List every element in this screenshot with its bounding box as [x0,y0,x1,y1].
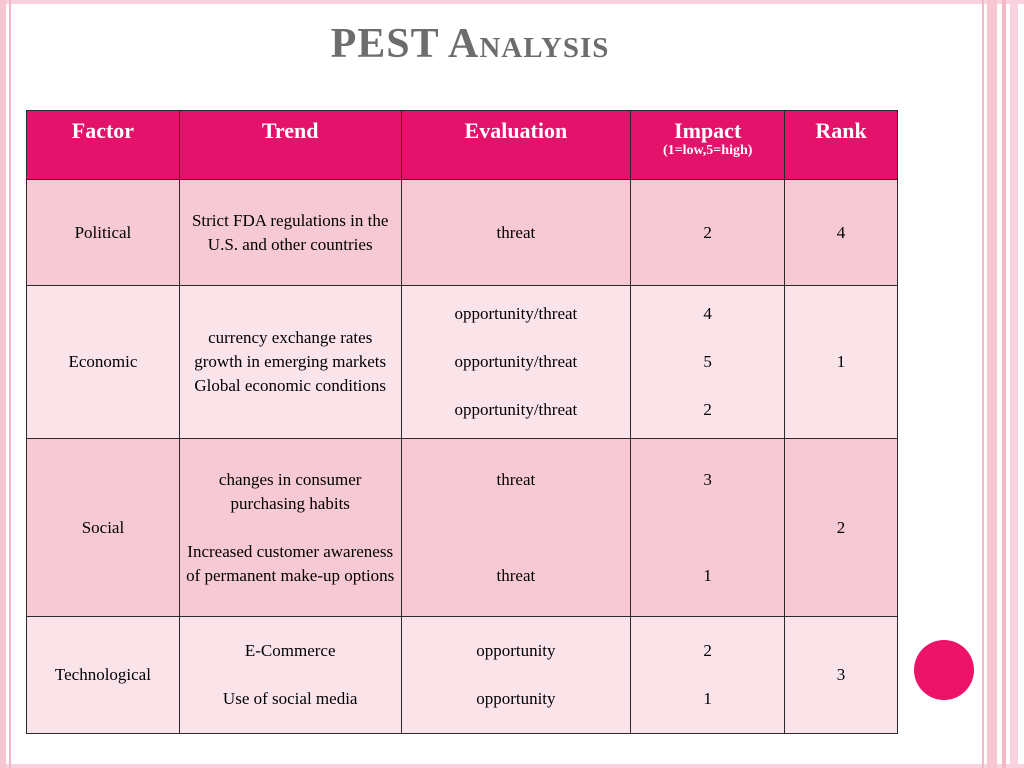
table-row-social [27,439,898,617]
impact-item: 1 [703,565,712,585]
slide-left-border [0,0,14,768]
evaluation-item: opportunity/threat [454,352,578,371]
impact-item: 1 [703,689,712,708]
trend-item: changes in consumer purchasing habits [218,469,362,513]
evaluation-item: opportunity/threat [454,400,578,419]
factor-cell: Political [27,180,180,286]
trend-cell [179,286,401,439]
header-impact [631,111,785,180]
header-impact-scale: (1=low,5=high) [662,143,753,158]
table-header-row [27,111,898,180]
evaluation-item: opportunity/threat [454,304,578,323]
rank-cell: 2 [785,439,898,617]
trend-cell [179,439,401,617]
trend-cell [179,617,401,734]
header-trend: Trend [179,111,401,180]
pest-table [26,110,898,734]
trend-item: Global economic conditions [194,376,387,395]
slide-title: PEST Analysis [330,21,610,67]
header-impact-label: Impact [674,118,742,143]
trend-item: Increased customer awareness of permanent make-up options [186,541,395,585]
trend-item: Strict FDA regulations in the U.S. and other countries [191,210,389,254]
impact-item: 5 [703,352,712,371]
trend-item: growth in emerging markets [194,352,387,371]
impact-item: 2 [703,222,712,242]
decorative-circle [914,640,974,700]
evaluation-item: threat [496,469,536,489]
impact-cell [631,617,785,734]
table-row-technological [27,617,898,734]
table-row-economic [27,286,898,439]
header-rank: Rank [785,111,898,180]
evaluation-cell [401,617,631,734]
evaluation-item: opportunity [476,641,556,660]
impact-item: 2 [703,641,712,660]
header-factor: Factor [27,111,180,180]
factor-cell: Social [27,439,180,617]
trend-item: currency exchange rates [208,328,373,347]
impact-item: 2 [703,400,712,419]
impact-item: 4 [703,304,712,323]
evaluation-item: threat [496,222,536,242]
impact-cell [631,180,785,286]
evaluation-item: threat [496,565,536,585]
slide-right-border [976,0,1024,768]
evaluation-cell [401,439,631,617]
header-evaluation: Evaluation [401,111,631,180]
evaluation-cell [401,286,631,439]
slide-top-border [0,0,1024,4]
impact-item: 3 [703,469,712,489]
impact-cell [631,286,785,439]
trend-cell [179,180,401,286]
factor-cell: Economic [27,286,180,439]
trend-item: Use of social media [222,689,358,708]
evaluation-cell [401,180,631,286]
impact-cell [631,439,785,617]
trend-item: E-Commerce [244,641,336,660]
evaluation-item: opportunity [476,689,556,708]
table-row-political [27,180,898,286]
factor-cell: Technological [27,617,180,734]
rank-cell: 4 [785,180,898,286]
rank-cell: 3 [785,617,898,734]
slide-bottom-border [0,764,1024,768]
rank-cell: 1 [785,286,898,439]
